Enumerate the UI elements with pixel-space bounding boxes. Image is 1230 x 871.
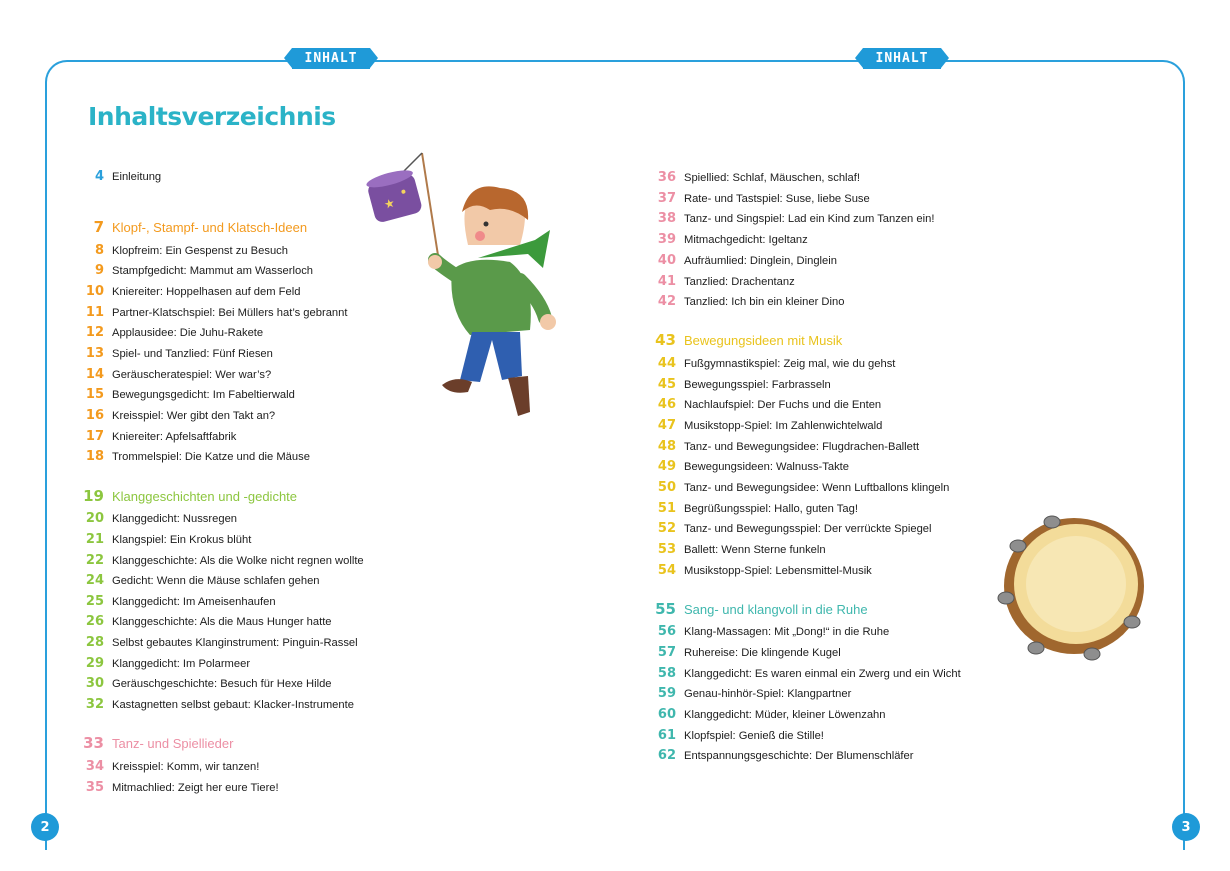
toc-page-number: 12 bbox=[85, 325, 104, 340]
toc-entry-title: Fußgymnastikspiel: Zeig mal, wie du gehst bbox=[684, 358, 896, 370]
toc-entry bbox=[650, 253, 837, 268]
toc-entry-title: Klopfreim: Ein Gespenst zu Besuch bbox=[112, 245, 288, 257]
toc-entry bbox=[78, 594, 276, 609]
toc-entry-title: Tanz- und Bewegungsspiel: Der verrückte Spiegel bbox=[684, 523, 932, 535]
toc-page-number: 46 bbox=[657, 397, 676, 412]
toc-entry-title: Klopfspiel: Genieß die Stille! bbox=[684, 730, 824, 742]
toc-entry bbox=[78, 656, 250, 671]
toc-page-number: 49 bbox=[657, 459, 676, 474]
toc-entry bbox=[78, 408, 275, 423]
toc-section-title: Sang- und klangvoll in die Ruhe bbox=[684, 602, 868, 617]
toc-entry bbox=[78, 780, 279, 795]
toc-entry bbox=[78, 325, 263, 340]
toc-entry bbox=[650, 377, 831, 392]
toc-entry-title: Geräuscheratespiel: Wer war’s? bbox=[112, 369, 272, 381]
toc-entry bbox=[78, 305, 347, 320]
toc-entry-title: Rate- und Tastspiel: Suse, liebe Suse bbox=[684, 193, 870, 205]
toc-section-heading bbox=[650, 600, 868, 618]
toc-page-number: 28 bbox=[85, 635, 104, 650]
toc-entry bbox=[650, 707, 886, 722]
toc-entry bbox=[650, 624, 889, 639]
toc-entry-title: Geräuschgeschichte: Besuch für Hexe Hilde bbox=[112, 678, 332, 690]
toc-page-number: 42 bbox=[657, 294, 676, 309]
toc-page-number: 34 bbox=[85, 759, 104, 774]
toc-section-title: Tanz- und Spiellieder bbox=[112, 736, 234, 751]
toc-entry-title: Begrüßungsspiel: Hallo, guten Tag! bbox=[684, 503, 858, 515]
toc-entry-title: Selbst gebautes Klanginstrument: Pinguin-Rassel bbox=[112, 637, 358, 649]
toc-section-title: Bewegungsideen mit Musik bbox=[684, 333, 843, 348]
toc-entry bbox=[650, 397, 881, 412]
toc-entry bbox=[78, 635, 358, 650]
toc-entry-title: Kastagnetten selbst gebaut: Klacker-Instrumente bbox=[112, 699, 354, 711]
toc-entry bbox=[78, 759, 259, 774]
toc-entry bbox=[650, 191, 870, 206]
toc-page-number: 24 bbox=[85, 573, 104, 588]
toc-page-number: 52 bbox=[657, 521, 676, 536]
toc-entry bbox=[650, 748, 913, 763]
toc-page-number: 44 bbox=[657, 356, 676, 371]
toc-page-number: 18 bbox=[85, 449, 104, 464]
toc-entry bbox=[78, 284, 300, 299]
toc-entry bbox=[78, 387, 295, 402]
toc-entry bbox=[78, 553, 364, 568]
toc-entry-title: Kreisspiel: Komm, wir tanzen! bbox=[112, 761, 260, 773]
toc-entry bbox=[650, 645, 841, 660]
toc-entry bbox=[650, 521, 932, 536]
toc-section-title: Klopf-, Stampf- und Klatsch-Ideen bbox=[112, 220, 308, 235]
page-number-right: 3 bbox=[1172, 813, 1200, 841]
toc-entry bbox=[650, 728, 824, 743]
toc-page-number: 21 bbox=[85, 532, 104, 547]
toc-page-number: 37 bbox=[657, 191, 676, 206]
toc-entry bbox=[650, 459, 849, 474]
toc-entry-title: Kniereiter: Apfelsaftfabrik bbox=[112, 431, 237, 443]
toc-entry bbox=[78, 449, 310, 464]
toc-page-number: 15 bbox=[85, 387, 104, 402]
toc-entry-title: Musikstopp-Spiel: Lebensmittel-Musik bbox=[684, 565, 872, 577]
toc-entry-title: Klanggeschichte: Als die Wolke nicht regnen wollte bbox=[112, 555, 364, 567]
toc-entry-title: Klang-Massagen: Mit „Dong!“ in die Ruhe bbox=[684, 626, 890, 638]
toc-entry-title: Tanzlied: Drachentanz bbox=[684, 276, 795, 288]
toc-page-number: 45 bbox=[657, 377, 676, 392]
toc-page-number: 32 bbox=[85, 697, 104, 712]
toc-page-number: 8 bbox=[94, 243, 104, 258]
toc-entry-title: Aufräumlied: Dinglein, Dinglein bbox=[684, 255, 837, 267]
toc-page-number: 16 bbox=[85, 408, 104, 423]
toc-page-number: 51 bbox=[657, 501, 676, 516]
toc-page-number: 50 bbox=[657, 480, 676, 495]
toc-entry bbox=[78, 697, 354, 712]
toc-entry-title: Bewegungsspiel: Farbrasseln bbox=[684, 379, 831, 391]
toc-page-number: 57 bbox=[657, 645, 676, 660]
toc-entry bbox=[78, 614, 332, 629]
toc-entry-title: Tanzlied: Ich bin ein kleiner Dino bbox=[684, 296, 845, 308]
toc-entry bbox=[650, 274, 795, 289]
toc-entry-title: Mitmachgedicht: Igeltanz bbox=[684, 234, 808, 246]
toc-page-number: 43 bbox=[655, 331, 676, 349]
toc-entry-title: Tanz- und Bewegungsidee: Flugdrachen-Ballett bbox=[684, 441, 920, 453]
page-title: Inhaltsverzeichnis bbox=[88, 102, 336, 131]
toc-entry-title: Stampfgedicht: Mammut am Wasserloch bbox=[112, 265, 314, 277]
toc-entry-title: Ballett: Wenn Sterne funkeln bbox=[684, 544, 826, 556]
toc-entry-title: Trommelspiel: Die Katze und die Mäuse bbox=[112, 451, 310, 463]
toc-entry-title: Klangspiel: Ein Krokus blüht bbox=[112, 534, 252, 546]
toc-entry bbox=[650, 356, 895, 371]
toc-page-number: 35 bbox=[85, 780, 104, 795]
toc-entry-title: Klanggedicht: Es waren einmal ein Zwerg und ein Wicht bbox=[684, 668, 961, 680]
section-tab-left: INHALT bbox=[292, 48, 370, 69]
toc-entry-title: Bewegungsideen: Walnuss-Takte bbox=[684, 461, 850, 473]
toc-page-number: 36 bbox=[657, 170, 676, 185]
toc-entry bbox=[650, 170, 860, 185]
toc-entry bbox=[650, 563, 872, 578]
toc-entry bbox=[650, 666, 961, 681]
toc-entry-title: Klanggeschichte: Als die Maus Hunger hatte bbox=[112, 616, 332, 628]
toc-page-number: 10 bbox=[85, 284, 104, 299]
toc-entry-title: Ruhereise: Die klingende Kugel bbox=[684, 647, 841, 659]
toc-entry bbox=[78, 243, 288, 258]
toc-page-number: 19 bbox=[83, 487, 104, 505]
toc-page-number: 54 bbox=[657, 563, 676, 578]
toc-entry bbox=[78, 169, 161, 184]
toc-entry-title: Bewegungsgedicht: Im Fabeltierwald bbox=[112, 389, 295, 401]
toc-entry bbox=[78, 532, 251, 547]
toc-page-number: 11 bbox=[85, 305, 104, 320]
toc-entry bbox=[78, 573, 320, 588]
toc-entry-title: Spiel- und Tanzlied: Fünf Riesen bbox=[112, 348, 273, 360]
toc-page-number: 58 bbox=[657, 666, 676, 681]
toc-entry bbox=[78, 511, 237, 526]
toc-entry-title: Mitmachlied: Zeigt her eure Tiere! bbox=[112, 782, 279, 794]
toc-page-number: 41 bbox=[657, 274, 676, 289]
toc-page-number: 61 bbox=[657, 728, 676, 743]
toc-entry-title: Tanz- und Singspiel: Lad ein Kind zum Tanzen ein! bbox=[684, 213, 935, 225]
toc-entry bbox=[78, 429, 236, 444]
toc-entry-title: Klanggedicht: Im Ameisenhaufen bbox=[112, 596, 276, 608]
toc-page-number: 60 bbox=[657, 707, 676, 722]
toc-entry bbox=[650, 542, 826, 557]
toc-entry bbox=[78, 367, 271, 382]
toc-entry bbox=[650, 294, 844, 309]
tambourine-illustration bbox=[992, 512, 1150, 664]
toc-entry-title: Spiellied: Schlaf, Mäuschen, schlaf! bbox=[684, 172, 860, 184]
toc-entry bbox=[650, 418, 882, 433]
toc-entry-title: Kreisspiel: Wer gibt den Takt an? bbox=[112, 410, 276, 422]
toc-entry bbox=[650, 211, 934, 226]
toc-page-number: 25 bbox=[85, 594, 104, 609]
toc-entry-title: Klanggedicht: Müder, kleiner Löwenzahn bbox=[684, 709, 886, 721]
boy-with-lantern-illustration bbox=[360, 150, 565, 425]
toc-entry-title: Applausidee: Die Juhu-Rakete bbox=[112, 327, 264, 339]
toc-page-number: 55 bbox=[655, 600, 676, 618]
toc-entry-title: Tanz- und Bewegungsidee: Wenn Luftballons klingeln bbox=[684, 482, 950, 494]
toc-page-number: 30 bbox=[85, 676, 104, 691]
toc-entry-title: Klanggedicht: Nussregen bbox=[112, 513, 238, 525]
toc-page-number: 26 bbox=[85, 614, 104, 629]
toc-entry-title: Genau-hinhör-Spiel: Klangpartner bbox=[684, 688, 852, 700]
toc-page-number: 9 bbox=[94, 263, 104, 278]
toc-page-number: 29 bbox=[85, 656, 104, 671]
toc-page-number: 38 bbox=[657, 211, 676, 226]
toc-page-number: 22 bbox=[85, 553, 104, 568]
toc-page-number: 33 bbox=[83, 734, 104, 752]
toc-entry bbox=[650, 480, 949, 495]
toc-entry-title: Partner-Klatschspiel: Bei Müllers hat’s gebrannt bbox=[112, 307, 348, 319]
toc-page-number: 13 bbox=[85, 346, 104, 361]
toc-section-heading bbox=[78, 487, 297, 505]
toc-entry bbox=[650, 686, 851, 701]
toc-page-number: 4 bbox=[94, 169, 104, 184]
toc-entry-title: Musikstopp-Spiel: Im Zahlenwichtelwald bbox=[684, 420, 883, 432]
toc-page-number: 14 bbox=[85, 367, 104, 382]
toc-section-heading bbox=[650, 331, 842, 349]
toc-page-number: 47 bbox=[657, 418, 676, 433]
toc-entry-title: Gedicht: Wenn die Mäuse schlafen gehen bbox=[112, 575, 320, 587]
toc-page-number: 48 bbox=[657, 439, 676, 454]
toc-page-number: 17 bbox=[85, 429, 104, 444]
toc-page-number: 20 bbox=[85, 511, 104, 526]
toc-section-heading bbox=[78, 734, 233, 752]
svg-text:★: ★ bbox=[382, 195, 397, 212]
toc-section-title: Klanggeschichten und -gedichte bbox=[112, 489, 298, 504]
section-tab-right: INHALT bbox=[863, 48, 941, 69]
toc-entry-title: Einleitung bbox=[112, 171, 162, 183]
toc-entry-title: Entspannungsgeschichte: Der Blumenschläfer bbox=[684, 750, 914, 762]
toc-entry bbox=[78, 346, 273, 361]
toc-entry-title: Kniereiter: Hoppelhasen auf dem Feld bbox=[112, 286, 301, 298]
toc-page-number: 62 bbox=[657, 748, 676, 763]
toc-entry bbox=[650, 501, 858, 516]
page-number-left: 2 bbox=[31, 813, 59, 841]
toc-section-heading bbox=[78, 218, 307, 236]
toc-page-number: 59 bbox=[657, 686, 676, 701]
toc-page-number: 53 bbox=[657, 542, 676, 557]
toc-page-number: 39 bbox=[657, 232, 676, 247]
toc-entry bbox=[650, 439, 919, 454]
toc-entry bbox=[78, 676, 332, 691]
toc-entry bbox=[78, 263, 313, 278]
toc-page-number: 40 bbox=[657, 253, 676, 268]
toc-page-number: 7 bbox=[93, 218, 104, 236]
toc-entry-title: Nachlaufspiel: Der Fuchs und die Enten bbox=[684, 399, 882, 411]
toc-page-number: 56 bbox=[657, 624, 676, 639]
toc-entry bbox=[650, 232, 808, 247]
toc-entry-title: Klanggedicht: Im Polarmeer bbox=[112, 658, 251, 670]
